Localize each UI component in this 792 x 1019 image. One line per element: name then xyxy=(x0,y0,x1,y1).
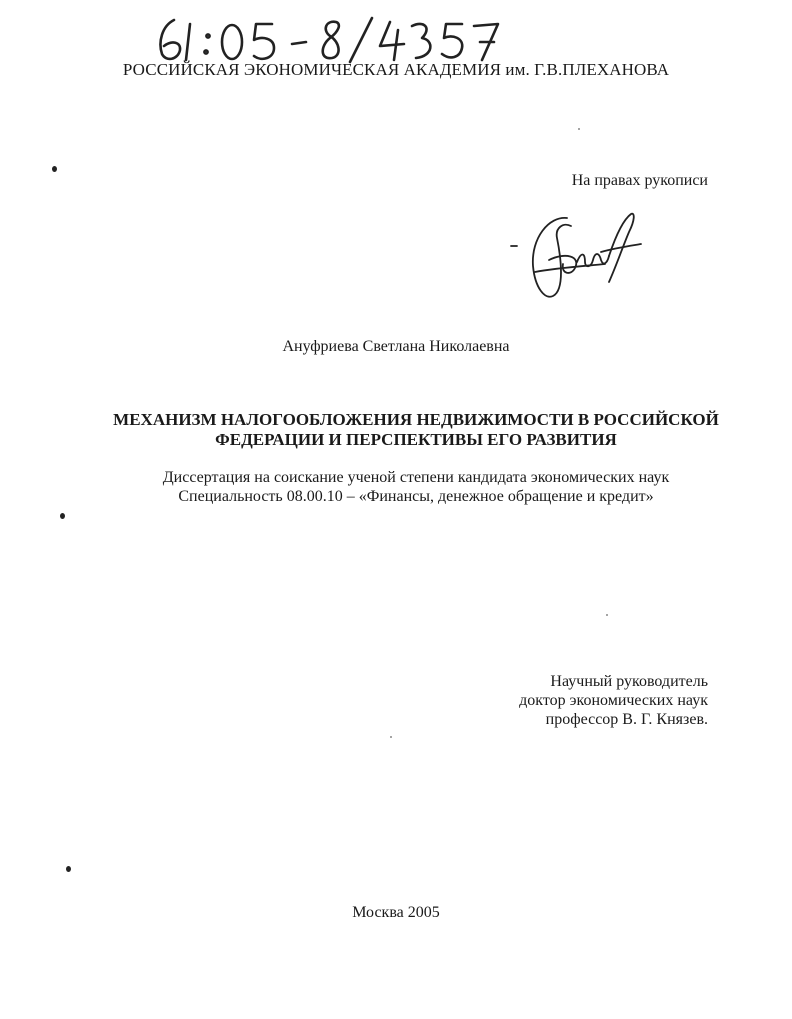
institution-name: РОССИЙСКАЯ ЭКОНОМИЧЕСКАЯ АКАДЕМИЯ им. Г.В.ПЛЕХАНОВА xyxy=(122,60,670,79)
subtitle-line-2: Специальность 08.00.10 – «Финансы, денежное обращение и кредит» xyxy=(178,488,654,505)
dissertation-subtitle xyxy=(40,468,792,506)
punch-hole-mark xyxy=(66,866,71,872)
city-year: Москва 2005 xyxy=(352,904,440,921)
punch-hole-mark xyxy=(52,166,57,172)
handwritten-catalog-code xyxy=(150,12,510,64)
supervisor-block xyxy=(519,672,708,729)
author-name: Ануфриева Светлана Николаевна xyxy=(282,338,510,355)
dissertation-title xyxy=(60,410,772,450)
author-signature xyxy=(505,208,655,308)
supervisor-degree: доктор экономических наук xyxy=(519,692,708,709)
scan-speck xyxy=(578,128,580,130)
supervisor-role: Научный руководитель xyxy=(550,673,708,690)
supervisor-name: профессор В. Г. Князев. xyxy=(545,711,708,728)
scan-speck xyxy=(390,736,392,738)
rights-note: На правах рукописи xyxy=(571,172,708,189)
title-line-1: МЕХАНИЗМ НАЛОГООБЛОЖЕНИЯ НЕДВИЖИМОСТИ В РОССИЙСКОЙ xyxy=(113,410,719,429)
punch-hole-mark xyxy=(60,513,65,519)
scan-speck xyxy=(606,614,608,616)
title-line-2: ФЕДЕРАЦИИ И ПЕРСПЕКТИВЫ ЕГО РАЗВИТИЯ xyxy=(215,430,617,449)
subtitle-line-1: Диссертация на соискание ученой степени кандидата экономических наук xyxy=(162,469,670,486)
